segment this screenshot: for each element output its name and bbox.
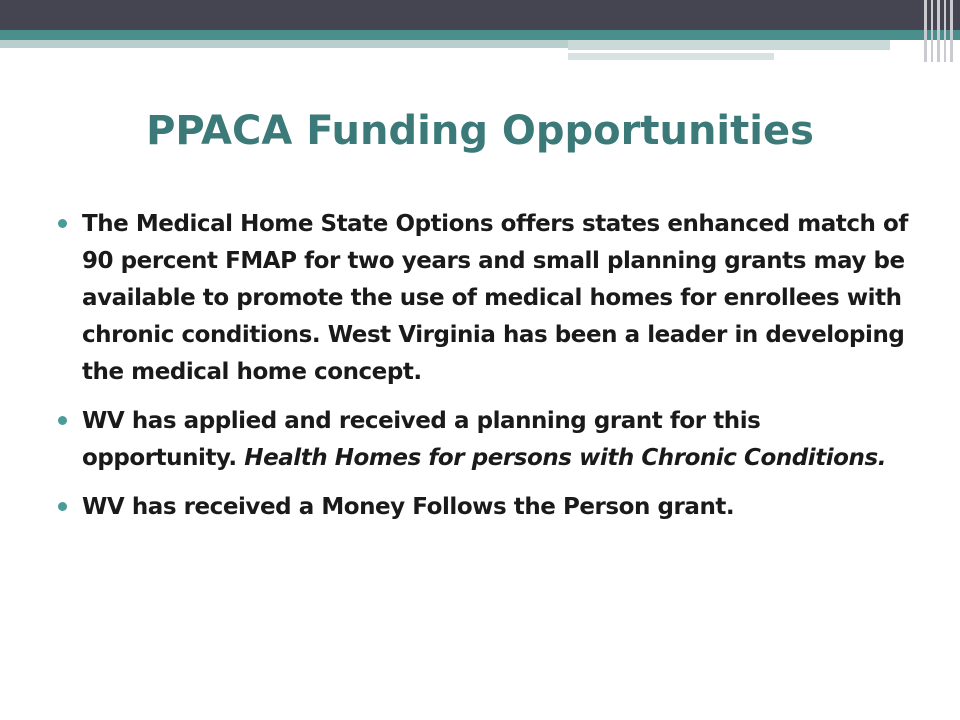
header-grey-bar-right (568, 40, 890, 50)
header-vertical-line (950, 0, 953, 62)
header-vertical-lines (922, 0, 960, 62)
header-vertical-line (924, 0, 927, 62)
header-vertical-line (937, 0, 940, 62)
bullet-text: WV has applied and received a planning grant for this opportunity. (82, 408, 761, 471)
header-teal-bar (0, 30, 960, 40)
header-vertical-line (931, 0, 933, 62)
bullet-italic-text: Health Homes for persons with Chronic Conditions. (244, 445, 886, 471)
bullet-item (58, 403, 920, 477)
bullet-marker-icon (58, 502, 67, 511)
bullet-item (58, 206, 920, 391)
bullet-text: WV has received a Money Follows the Person grant. (82, 494, 735, 520)
header-grey-bar-under (568, 53, 774, 60)
bullet-list (58, 206, 920, 538)
bullet-marker-icon (58, 219, 67, 228)
header-vertical-line (944, 0, 946, 62)
bullet-item (58, 489, 920, 526)
header-grey-bar (0, 40, 568, 48)
bullet-text: The Medical Home State Options offers states enhanced match of 90 percent FMAP for two years and small planning grants may be available to promote the use of medical homes for enrollees with chronic conditions. West Virginia has been a leader in developing the medical home concept. (82, 211, 908, 385)
header-dark-bar (0, 0, 960, 30)
slide-title: PPACA Funding Opportunities (146, 108, 814, 154)
bullet-marker-icon (58, 416, 67, 425)
